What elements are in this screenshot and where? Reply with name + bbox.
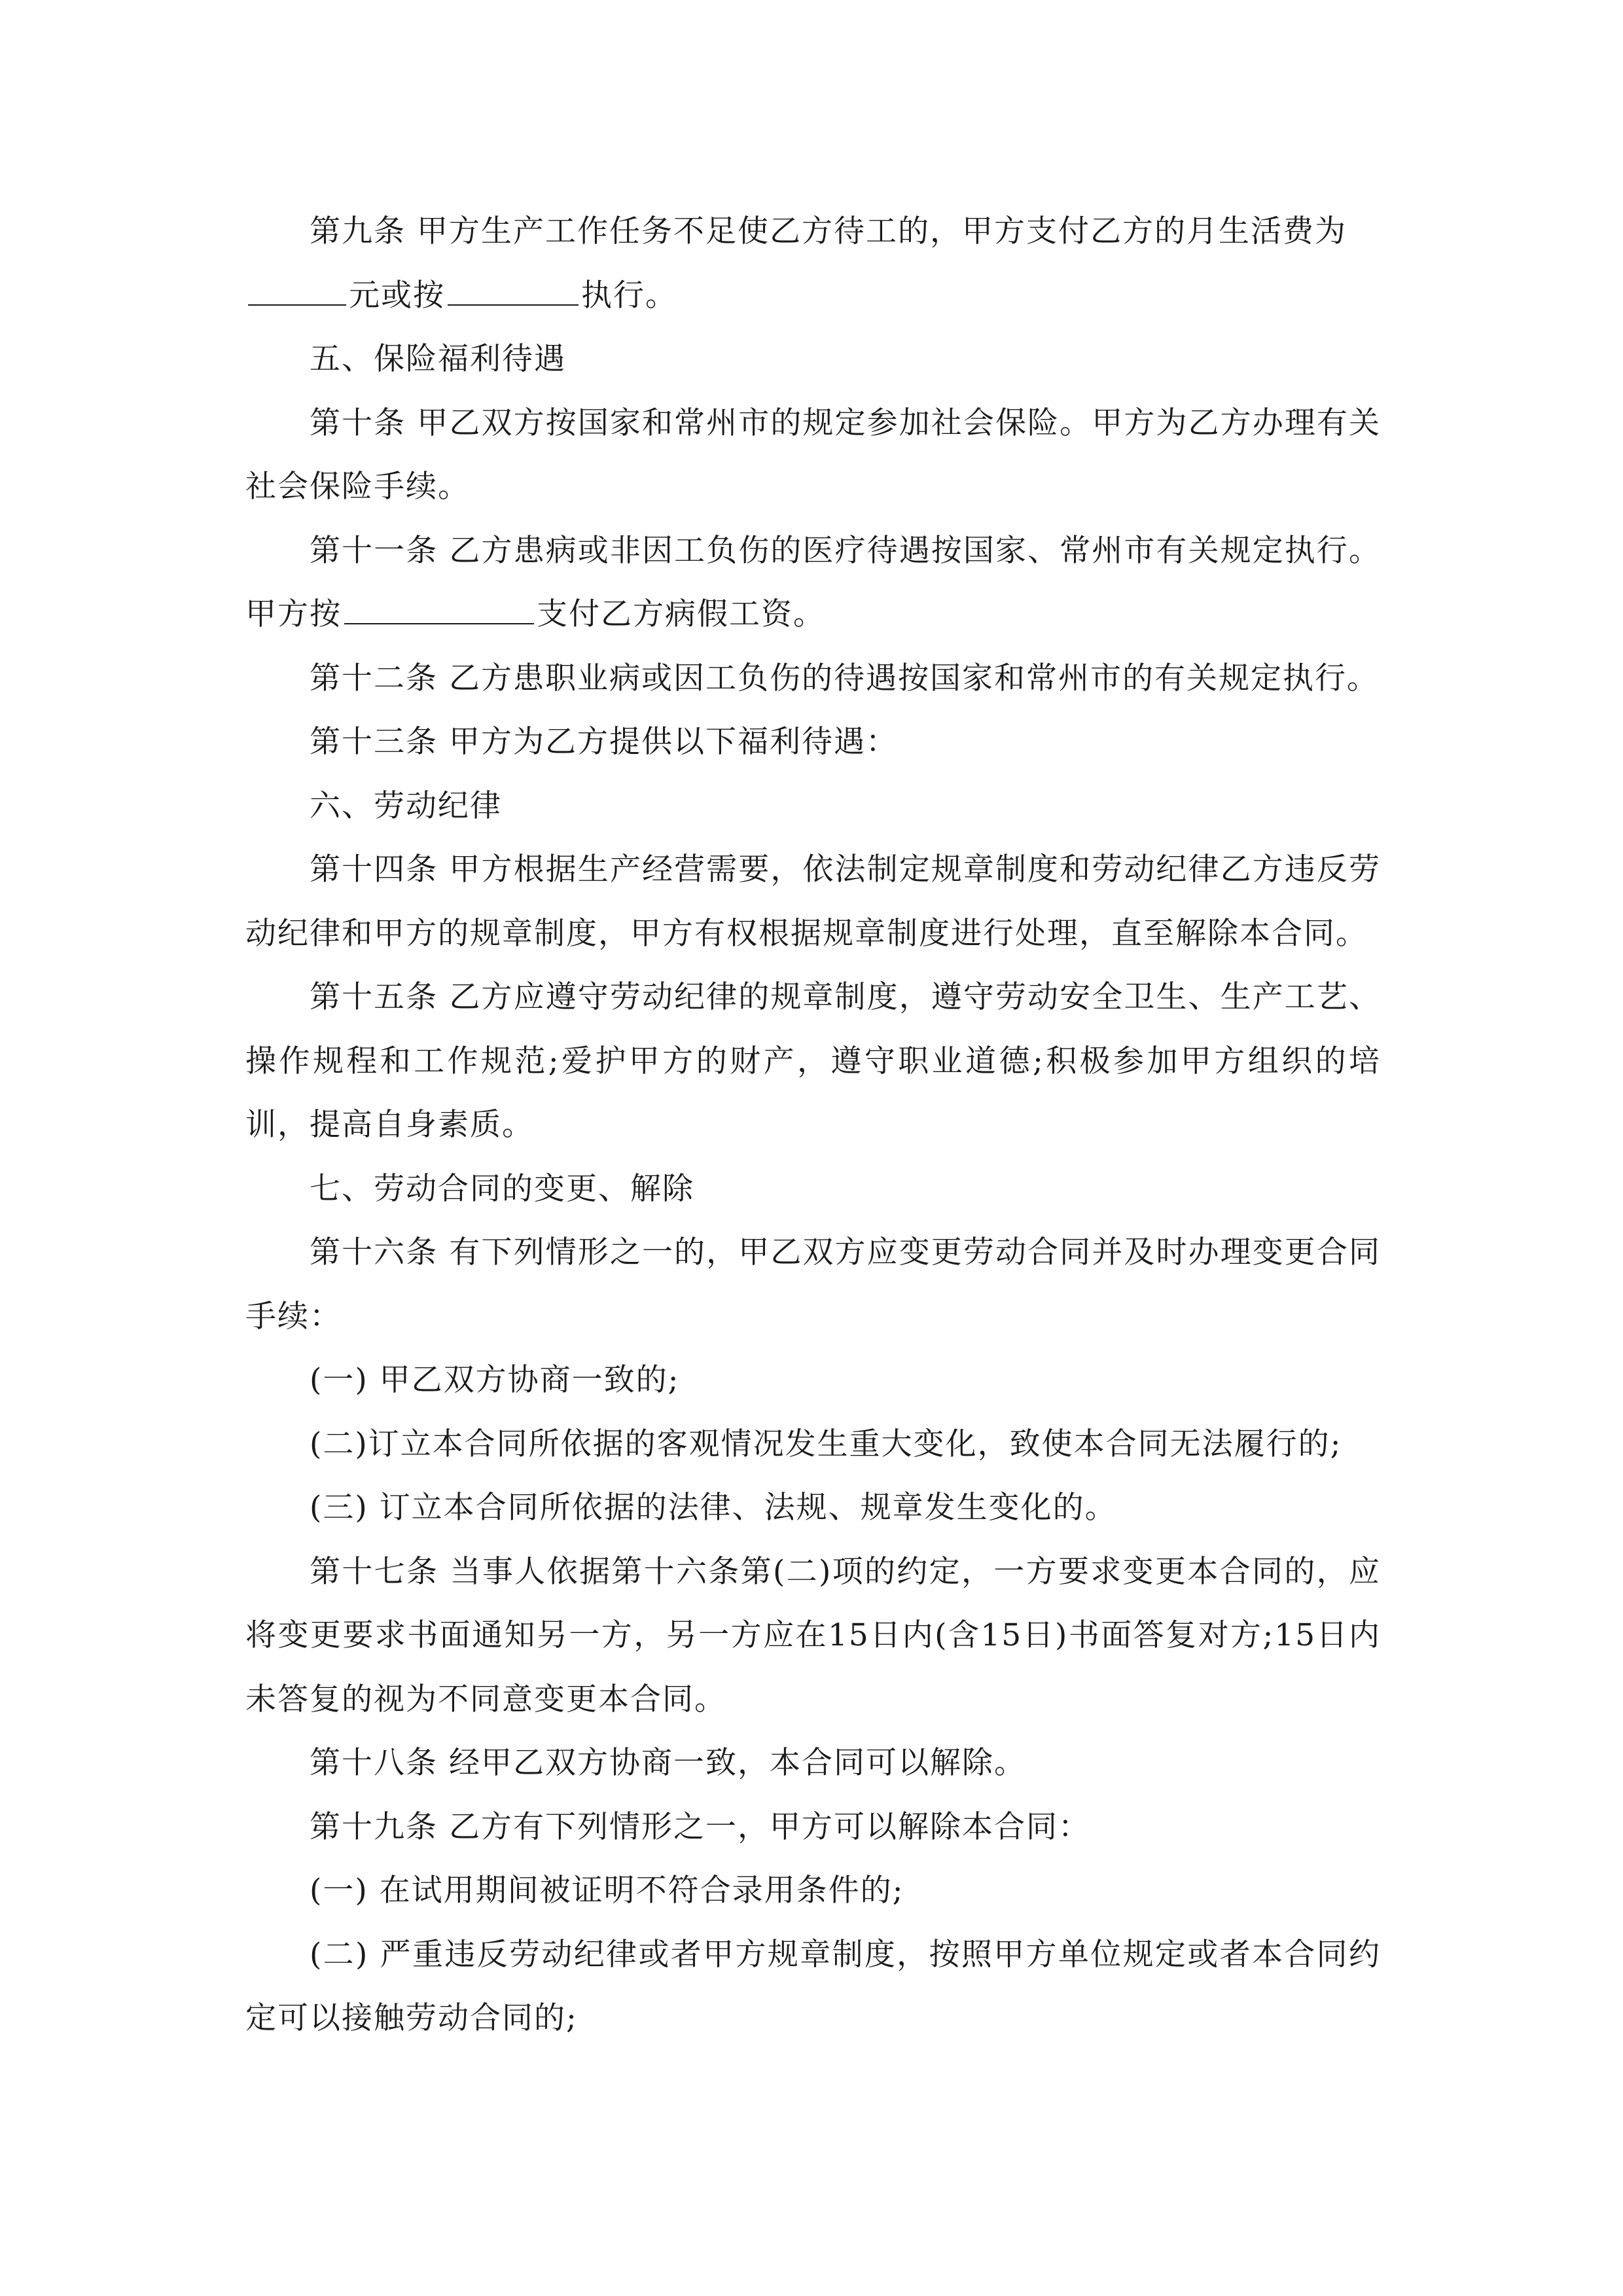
article-13: 第十三条 甲方为乙方提供以下福利待遇： bbox=[310, 724, 898, 760]
article-19: 第十九条 乙方有下列情形之一，甲方可以解除本合同： bbox=[310, 1808, 1090, 1845]
article-11-text: 第十一条 乙方患病或非因工负伤的医疗待遇按国家、常州市有关规定执行。甲方按 bbox=[245, 532, 1381, 632]
section-heading-6: 六、劳动纪律 bbox=[310, 787, 502, 824]
article-11-text-2: 支付乙方病假工资。 bbox=[537, 596, 825, 632]
article-15: 第十五条 乙方应遵守劳动纪律的规章制度，遵守劳动安全卫生、生产工艺、操作规程和工作规范;爱护甲方的财产，遵守职业道德;积极参加甲方组织的培训，提高自身素质。 bbox=[245, 979, 1381, 1143]
section-heading-5: 五、保险福利待遇 bbox=[310, 341, 566, 377]
article-9-text-3: 执行。 bbox=[581, 277, 677, 314]
article-10: 第十条 甲乙双方按国家和常州市的规定参加社会保险。甲方为乙方办理有关社会保险手续。 bbox=[245, 404, 1381, 505]
article-19-item-1: (一) 在试用期间被证明不符合录用条件的; bbox=[310, 1873, 904, 1909]
article-18: 第十八条 经甲乙双方协商一致，本合同可以解除。 bbox=[310, 1745, 1026, 1781]
article-17: 第十七条 当事人依据第十六条第(二)项的约定，一方要求变更本合同的，应将变更要求书面通知另一方，另一方应在15日内(含15日)书面答复对方;15日内未答复的视为不同意变更本合同。 bbox=[245, 1553, 1381, 1717]
blank-field-standard bbox=[448, 274, 579, 306]
article-16: 第十六条 有下列情形之一的，甲乙双方应变更劳动合同并及时办理变更合同手续： bbox=[245, 1234, 1381, 1335]
article-11 bbox=[245, 519, 1381, 647]
blank-field-sick-pay bbox=[344, 593, 534, 624]
article-16-item-3: (三) 订立本合同所依据的法律、法规、规章发生变化的。 bbox=[310, 1490, 1117, 1526]
article-16-item-2: (二)订立本合同所依据的客观情况发生重大变化，致使本合同无法履行的; bbox=[310, 1426, 1342, 1462]
article-19-item-2: (二) 严重违反劳动纪律或者甲方规章制度，按照甲方单位规定或者本合同约定可以接触劳动合同的; bbox=[245, 1936, 1381, 2036]
article-14: 第十四条 甲方根据生产经营需要，依法制定规章制度和劳动纪律乙方违反劳动纪律和甲方的规章制度，甲方有权根据规章制度进行处理，直至解除本合同。 bbox=[245, 852, 1381, 952]
article-9 bbox=[245, 200, 1381, 327]
blank-field-living-allowance bbox=[248, 274, 346, 306]
article-9-text-2: 元或按 bbox=[349, 277, 445, 314]
document-body bbox=[245, 200, 1381, 2051]
section-heading-7: 七、劳动合同的变更、解除 bbox=[310, 1170, 694, 1207]
article-9-text: 第九条 甲方生产工作任务不足使乙方待工的，甲方支付乙方的月生活费为 bbox=[310, 213, 1347, 249]
article-12: 第十二条 乙方患职业病或因工负伤的待遇按国家和常州市的有关规定执行。 bbox=[310, 660, 1379, 696]
article-16-item-1: (一) 甲乙双方协商一致的; bbox=[310, 1362, 680, 1398]
